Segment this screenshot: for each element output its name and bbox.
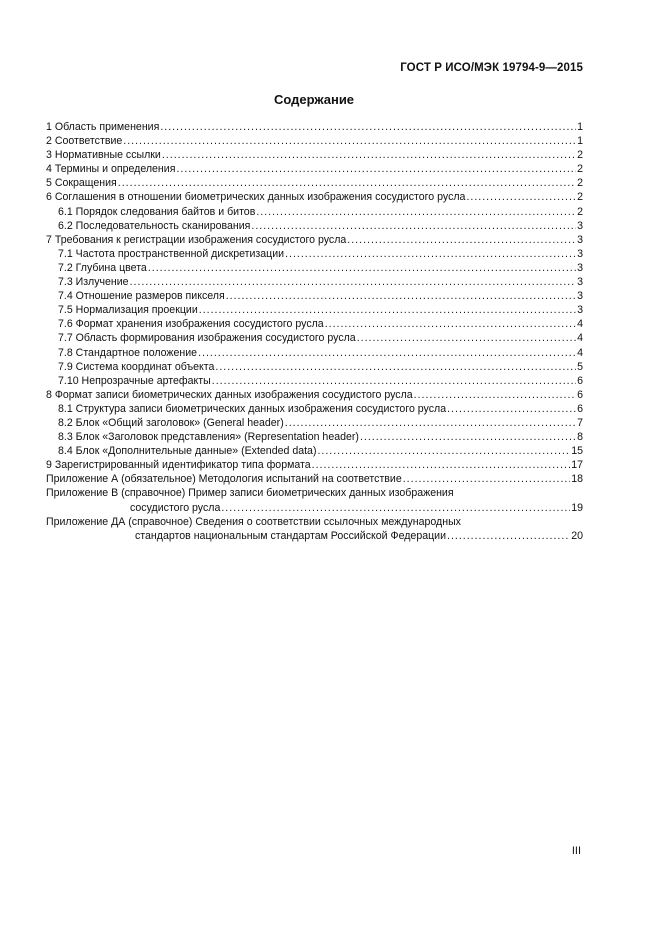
toc-entry[interactable] — [46, 374, 583, 388]
toc-entry[interactable] — [46, 402, 583, 416]
toc-entry[interactable] — [46, 120, 583, 134]
leader-dots — [256, 205, 576, 219]
leader-dots — [130, 275, 577, 289]
toc-entry-page: 19 — [571, 501, 583, 514]
toc-entry-label: 6 Соглашения в отношении биометрических данных изображения сосудистого русла — [46, 191, 466, 204]
leader-dots — [447, 529, 570, 543]
leader-dots — [466, 190, 576, 204]
toc-entry-label: 1 Область применения — [46, 121, 160, 133]
toc-entry-label: 4 Термины и определения — [46, 163, 176, 176]
toc-entry[interactable] — [46, 247, 583, 261]
toc-entry-label: 8.3 Блок «Заголовок представления» (Representation header) — [58, 431, 359, 444]
toc-entry[interactable] — [46, 388, 583, 402]
toc-entry[interactable] — [46, 205, 583, 219]
toc-entry-page: 17 — [571, 459, 583, 472]
toc-entry-page: 4 — [577, 346, 583, 359]
toc-entry-page: 3 — [577, 219, 583, 232]
toc-entry-label: 2 Соответствие — [46, 135, 123, 148]
toc-annex-b[interactable] — [46, 501, 583, 515]
toc-entry-page: 2 — [577, 205, 583, 218]
toc-entry-label: Приложение А (обязательное) Методология испытаний на соответствие — [46, 473, 402, 486]
toc-entry-label: 7.4 Отношение размеров пикселя — [58, 290, 225, 303]
page-title: Содержание — [273, 92, 355, 107]
toc-entry-label: 8.1 Структура записи биометрических данных изображения сосудистого русла — [58, 402, 447, 415]
leader-dots — [414, 388, 576, 402]
toc-entry[interactable] — [46, 134, 583, 148]
toc-entry[interactable] — [46, 176, 583, 190]
toc-entry-page: 4 — [577, 332, 583, 345]
toc-entry-page: 2 — [577, 177, 583, 190]
toc-entry-label: 7.8 Стандартное положение — [58, 346, 198, 359]
toc-entry-page: 3 — [577, 261, 583, 274]
toc-entry[interactable] — [46, 219, 583, 233]
toc-entry-label: 7.2 Глубина цвета — [58, 261, 147, 274]
toc-entry[interactable] — [46, 275, 583, 289]
toc-entry-label: 7.5 Нормализация проекции — [58, 304, 198, 317]
toc-entry-page: 20 — [571, 529, 583, 542]
toc-entry-page: 1 — [577, 135, 583, 148]
toc-entry-label: 6.1 Порядок следования байтов и битов — [58, 205, 256, 218]
leader-dots — [285, 247, 576, 261]
toc-entry-label: 7 Требования к регистрации изображения сосудистого русла — [46, 233, 347, 246]
toc-entry-label: 6.2 Последовательность сканирования — [58, 219, 251, 232]
leader-dots — [176, 162, 576, 176]
page-number: III — [571, 845, 581, 857]
leader-dots — [212, 374, 576, 388]
toc-entry-page: 3 — [577, 290, 583, 303]
toc-entry[interactable] — [46, 289, 583, 303]
toc-entry[interactable] — [46, 303, 583, 317]
leader-dots — [123, 134, 576, 148]
toc-entry-label: 7.9 Система координат объекта — [58, 360, 215, 373]
toc-entry[interactable] — [46, 317, 583, 331]
leader-dots — [317, 444, 570, 458]
toc-annex-da[interactable] — [46, 529, 583, 543]
toc-entry-page: 2 — [577, 149, 583, 162]
toc-entry[interactable] — [46, 444, 583, 458]
leader-dots — [360, 430, 576, 444]
leader-dots — [148, 261, 576, 275]
leader-dots — [199, 303, 576, 317]
toc-entry-page: 4 — [577, 318, 583, 331]
toc-entry-page: 15 — [571, 445, 583, 458]
leader-dots — [226, 289, 576, 303]
toc-entry-page: 6 — [577, 402, 583, 415]
toc-entry-label: 7.1 Частота пространственной дискретизации — [58, 247, 285, 260]
toc-entry-page: 1 — [577, 121, 583, 133]
leader-dots — [198, 346, 576, 360]
toc-entry-page: 3 — [577, 304, 583, 317]
toc-entry-label: 5 Сокращения — [46, 177, 117, 190]
toc-entry-page: 18 — [571, 473, 583, 486]
toc-entry[interactable] — [46, 416, 583, 430]
toc-entry-label: 7.6 Формат хранения изображения сосудистого русла — [58, 318, 324, 331]
toc-entry-label: 3 Нормативные ссылки — [46, 149, 161, 162]
table-of-contents — [46, 120, 583, 543]
toc-entry-label: 8.2 Блок «Общий заголовок» (General header) — [58, 416, 284, 429]
leader-dots — [347, 233, 576, 247]
leader-dots — [447, 402, 576, 416]
toc-entry-page: 6 — [577, 374, 583, 387]
toc-entry-label: 8 Формат записи биометрических данных изображения сосудистого русла — [46, 388, 413, 401]
leader-dots — [118, 176, 576, 190]
toc-entry[interactable] — [46, 472, 583, 486]
leader-dots — [285, 416, 576, 430]
toc-entry-page: 3 — [577, 233, 583, 246]
leader-dots — [160, 120, 576, 134]
toc-entry[interactable] — [46, 458, 583, 472]
toc-entry[interactable] — [46, 233, 583, 247]
leader-dots — [251, 219, 576, 233]
toc-entry-page: 2 — [577, 191, 583, 204]
leader-dots — [357, 331, 576, 345]
toc-entry-label: сосудистого русла — [130, 501, 221, 514]
toc-entry[interactable] — [46, 346, 583, 360]
toc-entry-label: 7.10 Непрозрачные артефакты — [58, 374, 211, 387]
document-code: ГОСТ Р ИСО/МЭК 19794-9—2015 — [400, 62, 583, 74]
toc-entry-label: стандартов национальным стандартам Российской Федерации — [135, 529, 447, 542]
leader-dots — [325, 317, 576, 331]
leader-dots — [403, 472, 570, 486]
toc-entry-page: 8 — [577, 431, 583, 444]
leader-dots — [312, 458, 571, 472]
toc-entry-page: 2 — [577, 163, 583, 176]
toc-entry[interactable] — [46, 430, 583, 444]
toc-entry[interactable] — [46, 148, 583, 162]
leader-dots — [215, 360, 576, 374]
toc-entry[interactable] — [46, 331, 583, 345]
toc-entry-page: 7 — [577, 416, 583, 429]
toc-annex-b-line1[interactable]: Приложение В (справочное) Пример записи биометрических данных изображения — [46, 487, 454, 500]
toc-entry[interactable] — [46, 162, 583, 176]
toc-entry-label: 8.4 Блок «Дополнительные данные» (Extended data) — [58, 445, 317, 458]
toc-entry-label: 7.7 Область формирования изображения сосудистого русла — [58, 332, 356, 345]
toc-entry[interactable] — [46, 360, 583, 374]
toc-annex-da-line1[interactable]: Приложение ДА (справочное) Сведения о соответствии ссылочных международных — [46, 515, 461, 528]
toc-entry-page: 3 — [577, 276, 583, 289]
leader-dots — [162, 148, 576, 162]
leader-dots — [221, 501, 570, 515]
toc-entry-label: 9 Зарегистрированный идентификатор типа формата — [46, 459, 311, 472]
toc-entry-label: 7.3 Излучение — [58, 276, 129, 289]
toc-entry-page: 6 — [577, 388, 583, 401]
toc-entry-page: 5 — [577, 360, 583, 373]
toc-entry[interactable] — [46, 190, 583, 204]
toc-entry-page: 3 — [577, 247, 583, 260]
toc-entry[interactable] — [46, 261, 583, 275]
